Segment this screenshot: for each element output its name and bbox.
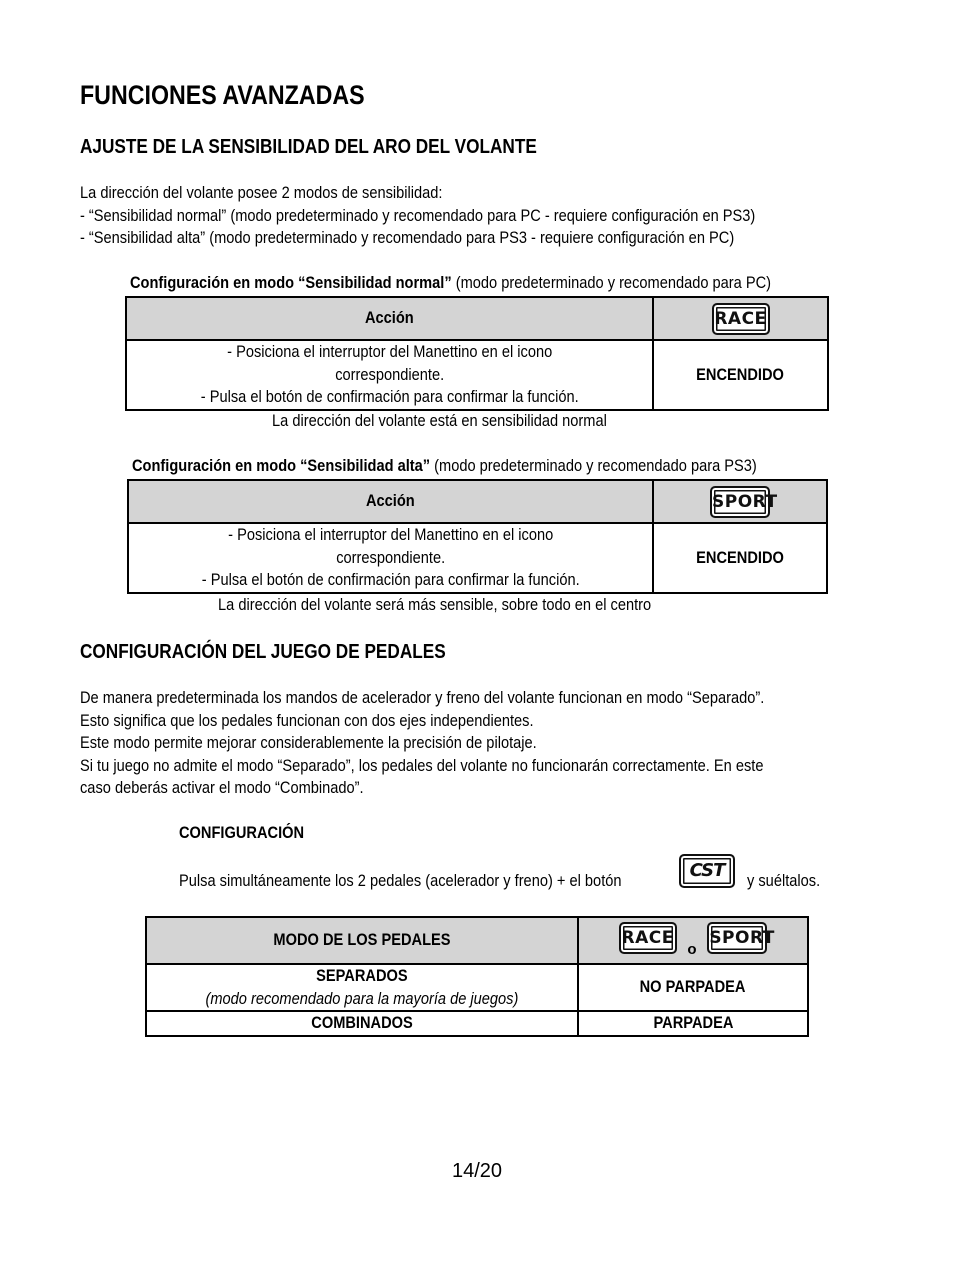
action-line: - Posiciona el interruptor del Manettino en el icono	[226, 342, 553, 362]
section-heading-pedals: CONFIGURACIÓN DEL JUEGO DE PEDALES	[80, 641, 446, 663]
table-high-sensitivity	[127, 479, 828, 594]
header-action: Acción	[126, 297, 653, 340]
action-line: - Posiciona el interruptor del Manettino en el icono	[227, 525, 554, 545]
section-heading-sensitivity: AJUSTE DE LA SENSIBILIDAD DEL ARO DEL VOLANTE	[80, 136, 537, 158]
action-cell	[126, 340, 653, 410]
paragraph-line: - “Sensibilidad normal” (modo predeterminado y recomendado para PC - requiere configuración en PS3)	[80, 205, 756, 225]
mode-name: SEPARADOS	[316, 966, 408, 985]
table-normal-sensitivity	[125, 296, 829, 411]
header-race-icon	[653, 297, 828, 340]
caption-bold: Configuración en modo “Sensibilidad normal”	[130, 273, 452, 292]
config-text-before: Pulsa simultáneamente los 2 pedales (acelerador y freno) + el botón	[179, 871, 622, 890]
table-normal-note: La dirección del volante está en sensibilidad normal	[272, 411, 607, 430]
action-line: correspondiente.	[336, 547, 445, 567]
config-heading: CONFIGURACIÓN	[179, 823, 305, 842]
header-pedal-mode: MODO DE LOS PEDALES	[146, 917, 578, 964]
header-mode-icons	[578, 917, 808, 964]
caption-bold: Configuración en modo “Sensibilidad alta”	[132, 456, 431, 475]
header-action: Acción	[128, 480, 653, 523]
state-cell: NO PARPADEA	[578, 964, 808, 1011]
table-normal-caption	[130, 273, 771, 293]
state-cell: ENCENDIDO	[653, 340, 828, 410]
race-icon: RACE	[712, 303, 770, 335]
mode-cell: COMBINADOS	[146, 1011, 578, 1036]
paragraph-line: - “Sensibilidad alta” (modo predeterminado y recomendado para PS3 - requiere configuración en PC)	[80, 228, 735, 247]
mode-note: (modo recomendado para la mayoría de juegos)	[205, 988, 519, 1008]
paragraph-line: La dirección del volante posee 2 modos de sensibilidad:	[80, 183, 443, 202]
sport-icon: SPORT	[710, 486, 770, 518]
race-icon: RACE	[619, 922, 677, 954]
pedal-mode-table	[145, 916, 809, 1037]
page-title: FUNCIONES AVANZADAS	[80, 80, 365, 110]
action-line: correspondiente.	[335, 364, 444, 384]
action-cell	[128, 523, 653, 593]
paragraph-line: Este modo permite mejorar considerablemente la precisión de pilotaje.	[80, 733, 537, 752]
paragraph-line: caso deberás activar el modo “Combinado”.	[80, 778, 364, 797]
table-high-caption	[132, 456, 757, 476]
mode-cell	[146, 964, 578, 1011]
paragraph-line: Si tu juego no admite el modo “Separado”, los pedales del volante no funcionarán correctamente. En este	[80, 755, 764, 775]
table-high-note: La dirección del volante será más sensible, sobre todo en el centro	[218, 595, 652, 614]
sensitivity-intro	[80, 182, 755, 250]
caption-rest: (modo predeterminado y recomendado para PC)	[451, 273, 772, 292]
paragraph-line: Esto significa que los pedales funcionan con dos ejes independientes.	[80, 710, 534, 730]
paragraph-line: De manera predeterminada los mandos de acelerador y freno del volante funcionan en modo “Separado”.	[80, 688, 765, 707]
or-label: o	[687, 940, 697, 958]
header-sport-icon	[653, 480, 827, 523]
config-text-after: y suéltalos.	[747, 871, 821, 890]
pedals-intro	[80, 687, 764, 800]
action-line: - Pulsa el botón de confirmación para confirmar la función.	[200, 387, 579, 407]
action-line: - Pulsa el botón de confirmación para confirmar la función.	[201, 570, 580, 590]
caption-rest: (modo predeterminado y recomendado para PS3)	[430, 456, 757, 475]
sport-icon: SPORT	[707, 922, 767, 954]
state-cell: PARPADEA	[578, 1011, 808, 1036]
state-cell: ENCENDIDO	[653, 523, 827, 593]
cst-button-icon: CST	[679, 854, 735, 888]
page-number: 14/20	[451, 1160, 503, 1182]
